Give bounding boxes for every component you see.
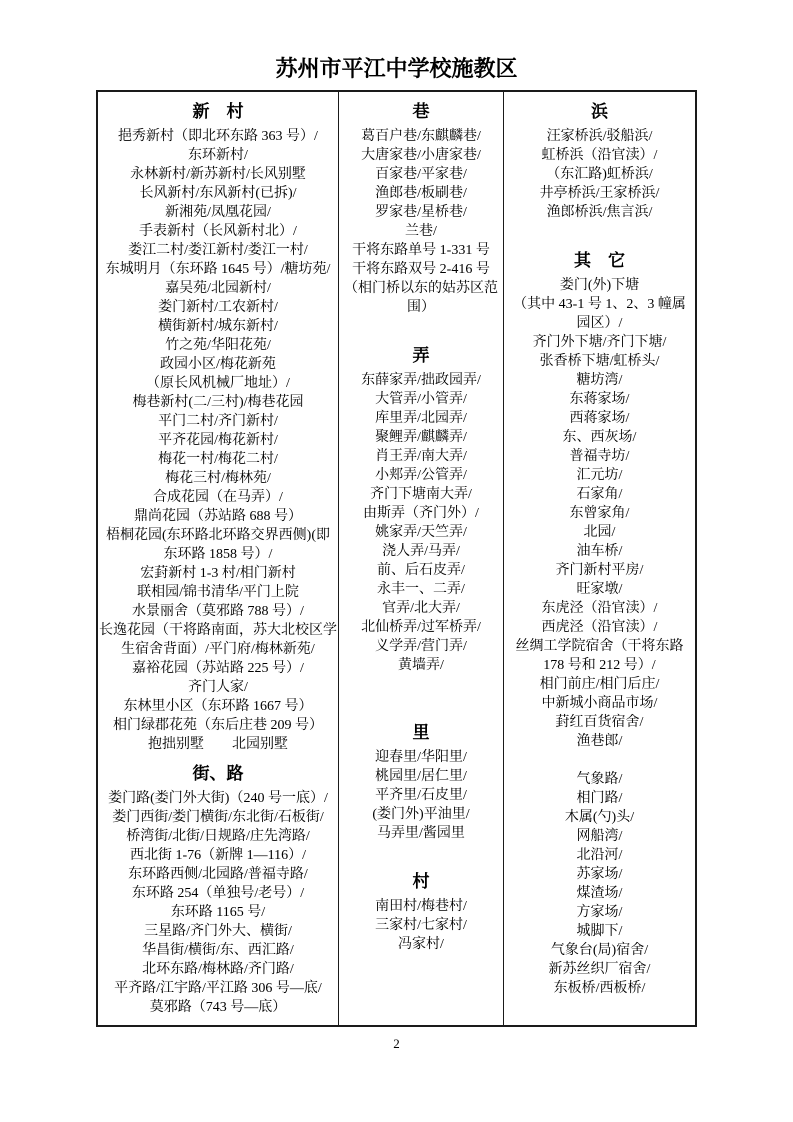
list-item: （其中 43-1 号 1、2、3 幢属 bbox=[513, 297, 686, 312]
list-item: 浇人弄/马弄/ bbox=[382, 544, 460, 559]
list-item: 东、西灰场/ bbox=[562, 430, 637, 445]
list-item: 大唐家巷/小唐家巷/ bbox=[361, 148, 481, 163]
list-item: 莫邪路（743 号—底） bbox=[149, 1000, 287, 1015]
list-item: 大管弄/小管弄/ bbox=[375, 392, 467, 407]
page-number: 2 bbox=[393, 1036, 400, 1051]
list-item: 糖坊湾/ bbox=[576, 373, 623, 388]
list-item: 平齐路/江宇路/平江路 306 号—底/ bbox=[114, 981, 322, 996]
section-header: 浜 bbox=[591, 102, 608, 121]
section-header: 新 村 bbox=[192, 102, 244, 121]
section-header: 巷 bbox=[412, 102, 430, 121]
list-item: 汪家桥浜/驳船浜/ bbox=[546, 129, 653, 144]
list-item: 东环路西侧/北园路/普福寺路/ bbox=[128, 867, 308, 882]
list-item: 娄门路(娄门外大街)（240 号一底）/ bbox=[108, 791, 328, 806]
list-item: 丝绸工学院宿舍（干将东路 bbox=[515, 639, 684, 654]
list-item: 齐门外下塘/齐门下塘/ bbox=[532, 335, 667, 350]
list-item: 木属(勺)头/ bbox=[564, 810, 635, 825]
list-item: 库里弄/北园弄/ bbox=[375, 411, 467, 426]
list-item: 平齐花园/梅花新村/ bbox=[158, 433, 278, 448]
list-item: 相门路/ bbox=[576, 791, 623, 806]
list-item: 北仙桥弄/过军桥弄/ bbox=[361, 620, 481, 635]
list-item: 水景丽舍（莫邪路 788 号）/ bbox=[132, 604, 304, 619]
list-item: 城脚下/ bbox=[576, 924, 623, 939]
list-item: 永林新村/新苏新村/长风别墅 bbox=[130, 167, 306, 182]
list-item: 小郏弄/公管弄/ bbox=[375, 468, 467, 483]
list-item: 平门二村/齐门新村/ bbox=[158, 414, 278, 429]
table-column-xincun-jielu bbox=[98, 92, 339, 1025]
blank-line bbox=[505, 222, 694, 241]
list-item: 新湘苑/凤凰花园/ bbox=[165, 205, 271, 220]
list-item: 葛百户巷/东麒麟巷/ bbox=[361, 129, 481, 144]
list-item: 华昌街/横街/东、西汇路/ bbox=[142, 943, 294, 958]
list-item: 梅花一村/梅花二村/ bbox=[158, 452, 278, 467]
list-item: 石家角/ bbox=[576, 487, 623, 502]
list-item: 气象台(局)宿舍/ bbox=[550, 943, 649, 958]
list-item: 桃园里/居仁里/ bbox=[375, 769, 467, 784]
page-title: 苏州市平江中学校施教区 bbox=[275, 56, 518, 81]
list-item: 中新城小商品市场/ bbox=[541, 696, 658, 711]
list-item: 东虎泾（沿官渎）/ bbox=[541, 601, 658, 616]
list-item: 园区）/ bbox=[576, 316, 623, 331]
district-table bbox=[96, 90, 697, 1027]
list-item: 三家村/七家村/ bbox=[375, 918, 467, 933]
list-item: 聚鲤弄/麒麟弄/ bbox=[375, 430, 467, 445]
list-item: 北沿河/ bbox=[576, 848, 623, 863]
list-item: 围） bbox=[407, 300, 435, 315]
list-item: 联相园/锦书清华/平门上院 bbox=[137, 585, 299, 600]
blank-line bbox=[505, 751, 694, 770]
list-item: 渔巷郎/ bbox=[576, 734, 623, 749]
list-item: 梧桐花园(东环路北环路交界西侧)(即 bbox=[106, 528, 330, 543]
blank-line bbox=[340, 694, 502, 713]
blank-line bbox=[340, 843, 502, 862]
list-item: 梅巷新村(二/三村)/梅巷花园 bbox=[132, 395, 304, 410]
blank-line bbox=[340, 675, 502, 694]
section-header: 其 它 bbox=[574, 251, 625, 270]
list-item: 汇元坊/ bbox=[576, 468, 623, 483]
list-item: 方家场/ bbox=[576, 905, 623, 920]
list-item: 前、后石皮弄/ bbox=[377, 563, 465, 578]
list-item: 西北街 1-76（新牌 1—116）/ bbox=[129, 848, 307, 863]
list-item: （东汇路)虹桥浜/ bbox=[546, 167, 653, 182]
list-item: 百家巷/平家巷/ bbox=[375, 167, 467, 182]
list-item: 油车桥/ bbox=[576, 544, 623, 559]
list-item: 由斯弄（齐门外）/ bbox=[363, 506, 479, 521]
list-item: 嘉裕花园（苏站路 225 号）/ bbox=[132, 661, 304, 676]
list-item: (娄门外)平油里/ bbox=[372, 807, 470, 822]
list-item: 合成花园（在马弄）/ bbox=[153, 490, 283, 505]
list-item: 竹之苑/华阳花苑/ bbox=[165, 338, 271, 353]
table-column-bang-qita bbox=[504, 92, 695, 1025]
list-item: 东环路 1165 号/ bbox=[170, 905, 266, 920]
list-item: 张香桥下塘/虹桥头/ bbox=[539, 354, 660, 369]
table-column-xiang-long-li-cun bbox=[339, 92, 504, 1025]
list-item: 娄门新村/工农新村/ bbox=[158, 300, 278, 315]
list-item: （原长风机械厂地址）/ bbox=[146, 376, 290, 391]
list-item: 官弄/北大弄/ bbox=[382, 601, 460, 616]
list-item: 东蒋家场/ bbox=[569, 392, 630, 407]
list-item: 迎春里/华阳里/ bbox=[375, 750, 467, 765]
list-item: 娄江二村/娄江新村/娄江一村/ bbox=[128, 243, 308, 258]
list-item: 新苏丝织厂宿舍/ bbox=[548, 962, 651, 977]
list-item: 齐门下塘南大弄/ bbox=[370, 487, 472, 502]
list-item: 东环路 1858 号）/ bbox=[163, 547, 273, 562]
list-item: 渔郎巷/板刷巷/ bbox=[375, 186, 467, 201]
list-item: 长风新村/东风新村(已拆)/ bbox=[139, 186, 297, 201]
list-item: 东林里小区（东环路 1667 号） bbox=[123, 699, 313, 714]
list-item: 平齐里/石皮里/ bbox=[375, 788, 467, 803]
list-item: 东板桥/西板桥/ bbox=[553, 981, 646, 996]
list-item: 抱拙别墅 北园别墅 bbox=[148, 737, 288, 752]
list-item: 干将东路单号 1-331 号 bbox=[352, 243, 490, 258]
list-item: 气象路/ bbox=[576, 772, 623, 787]
section-header: 街、路 bbox=[192, 764, 244, 783]
list-item: 西蒋家场/ bbox=[569, 411, 630, 426]
blank-line bbox=[340, 317, 502, 336]
list-item: 葑红百货宿舍/ bbox=[555, 715, 644, 730]
list-item: 煤渣场/ bbox=[576, 886, 623, 901]
list-item: 南田村/梅巷村/ bbox=[375, 899, 467, 914]
section-header: 里 bbox=[412, 723, 430, 742]
list-item: 兰巷/ bbox=[405, 224, 437, 239]
section-header: 弄 bbox=[412, 346, 430, 365]
list-item: 东环路 254（单独号/老号）/ bbox=[131, 886, 305, 901]
list-item: 东薛家弄/拙政园弄/ bbox=[361, 373, 481, 388]
list-item: 网船湾/ bbox=[576, 829, 623, 844]
list-item: 桥湾街/北街/日规路/庄先湾路/ bbox=[126, 829, 310, 844]
list-item: 北环东路/梅林路/齐门路/ bbox=[142, 962, 294, 977]
list-item: （相门桥以东的姑苏区范 bbox=[344, 281, 498, 296]
list-item: 东曾家角/ bbox=[569, 506, 630, 521]
list-item: 虹桥浜（沿官渎）/ bbox=[541, 148, 658, 163]
list-item: 渔郎桥浜/焦言浜/ bbox=[546, 205, 653, 220]
list-item: 旺家墩/ bbox=[576, 582, 623, 597]
list-item: 井亭桥浜/王家桥浜/ bbox=[539, 186, 660, 201]
list-item: 宏葑新村 1-3 村/相门新村 bbox=[140, 566, 296, 581]
list-item: 手表新村（长风新村北）/ bbox=[139, 224, 297, 239]
list-item: 东环新村/ bbox=[188, 148, 248, 163]
list-item: 西虎泾（沿官渎）/ bbox=[541, 620, 658, 635]
list-item: 罗家巷/星桥巷/ bbox=[375, 205, 467, 220]
list-item: 生宿舍背面）/平门府/梅林新苑/ bbox=[121, 642, 315, 657]
list-item: 齐门新村平房/ bbox=[555, 563, 644, 578]
list-item: 相门绿郡花苑（东后庄巷 209 号） bbox=[113, 718, 323, 733]
list-item: 鼎尚花园（苏站路 688 号） bbox=[134, 509, 302, 524]
list-item: 干将东路双号 2-416 号 bbox=[352, 262, 490, 277]
list-item: 嘉吴苑/北园新村/ bbox=[165, 281, 271, 296]
list-item: 普福寺坊/ bbox=[569, 449, 630, 464]
list-item: 三星路/齐门外大、横街/ bbox=[144, 924, 292, 939]
list-item: 义学弄/营门弄/ bbox=[375, 639, 467, 654]
list-item: 苏家场/ bbox=[576, 867, 623, 882]
list-item: 娄门西街/娄门横街/东北街/石板街/ bbox=[112, 810, 324, 825]
list-item: 娄门(外)下塘 bbox=[559, 278, 640, 293]
list-item: 梅花三村/梅林苑/ bbox=[165, 471, 271, 486]
list-item: 肖王弄/南大弄/ bbox=[375, 449, 467, 464]
list-item: 黄墙弄/ bbox=[398, 658, 444, 673]
list-item: 冯家村/ bbox=[398, 937, 444, 952]
list-item: 长逸花园（干将路南面，苏大北校区学 bbox=[99, 623, 337, 638]
section-header: 村 bbox=[412, 872, 430, 891]
list-item: 永丰一、二弄/ bbox=[377, 582, 465, 597]
list-item: 挹秀新村（即北环东路 363 号）/ bbox=[118, 129, 318, 144]
list-item: 相门前庄/相门后庄/ bbox=[539, 677, 660, 692]
list-item: 齐门人家/ bbox=[188, 680, 248, 695]
list-item: 姚家弄/天竺弄/ bbox=[375, 525, 467, 540]
list-item: 北园/ bbox=[583, 525, 616, 540]
list-item: 东城明月（东环路 1645 号）/糖坊苑/ bbox=[105, 262, 331, 277]
list-item: 马弄里/酱园里 bbox=[377, 826, 465, 841]
list-item: 178 号和 212 号）/ bbox=[543, 658, 656, 673]
list-item: 政园小区/梅花新苑 bbox=[160, 357, 276, 372]
list-item: 横街新村/城东新村/ bbox=[158, 319, 278, 334]
